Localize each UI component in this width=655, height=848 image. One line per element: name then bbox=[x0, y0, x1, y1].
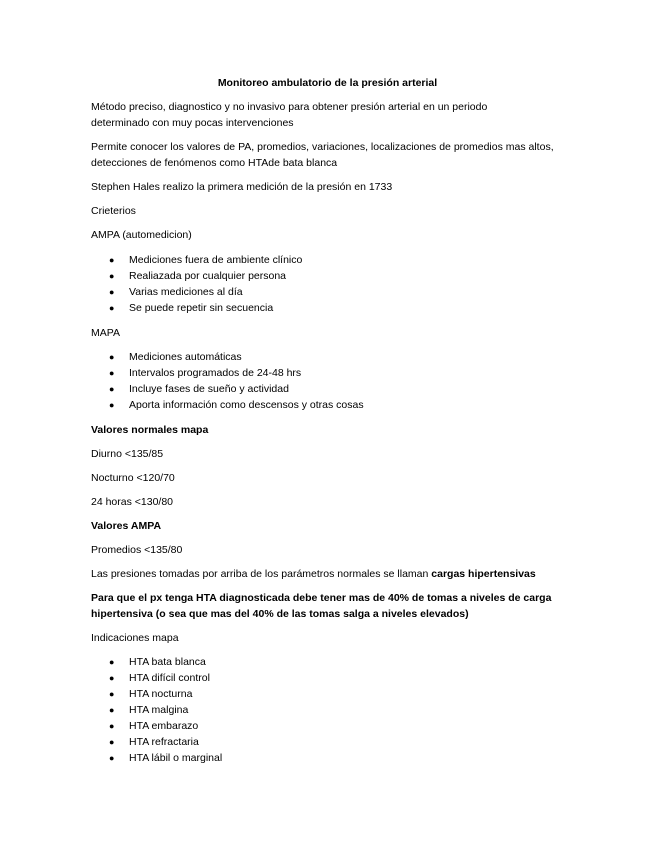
bullet-icon: ● bbox=[109, 287, 115, 297]
bullet-icon: ● bbox=[109, 689, 115, 699]
list-item: Realiazada por cualquier persona bbox=[129, 270, 287, 282]
ampa-heading: AMPA (automedicion) bbox=[91, 229, 192, 241]
list-item: HTA malgina bbox=[129, 704, 189, 716]
valores-mapa-heading: Valores normales mapa bbox=[91, 424, 209, 436]
list-item: HTA nocturna bbox=[129, 688, 193, 700]
bullet-icon: ● bbox=[109, 255, 115, 265]
criterios-label: Crieterios bbox=[91, 205, 136, 217]
list-item: HTA bata blanca bbox=[129, 656, 206, 668]
list-item: Varias mediciones al día bbox=[129, 286, 243, 298]
paragraph-purpose-line-1: Permite conocer los valores de PA, promedios, variaciones, localizaciones de promedios mas altos, bbox=[91, 141, 554, 153]
list-item: HTA embarazo bbox=[129, 720, 199, 732]
bullet-icon: ● bbox=[109, 657, 115, 667]
bullet-icon: ● bbox=[109, 721, 115, 731]
document-title: Monitoreo ambulatorio de la presión arterial bbox=[217, 77, 438, 89]
list-item: Mediciones fuera de ambiente clínico bbox=[129, 254, 303, 266]
indicaciones-heading: Indicaciones mapa bbox=[91, 632, 179, 644]
valor-24-horas: 24 horas <130/80 bbox=[91, 496, 174, 508]
valor-promedios: Promedios <135/80 bbox=[91, 544, 183, 556]
list-item: Mediciones automáticas bbox=[129, 351, 242, 363]
list-item: Intervalos programados de 24-48 hrs bbox=[129, 367, 302, 379]
cargas-bold-term: cargas hipertensivas bbox=[431, 568, 536, 580]
paragraph-definition-line-1: Método preciso, diagnostico y no invasivo para obtener presión arterial en un periodo bbox=[91, 101, 488, 113]
list-item: HTA refractaria bbox=[129, 736, 199, 748]
list-item: HTA lábil o marginal bbox=[129, 752, 223, 764]
paragraph-cargas bbox=[91, 566, 536, 582]
list-item: HTA difícil control bbox=[129, 672, 210, 684]
paragraph-definition-line-2: determinado con muy pocas intervenciones bbox=[91, 117, 294, 129]
bullet-icon: ● bbox=[109, 271, 115, 281]
paragraph-diagnosis-line-1: Para que el px tenga HTA diagnosticada debe tener mas de 40% de tomas a niveles de carga bbox=[91, 592, 552, 604]
valor-nocturno: Nocturno <120/70 bbox=[91, 472, 175, 484]
list-item: Incluye fases de sueño y actividad bbox=[129, 383, 289, 395]
bullet-icon: ● bbox=[109, 753, 115, 763]
bullet-icon: ● bbox=[109, 303, 115, 313]
bullet-icon: ● bbox=[109, 737, 115, 747]
bullet-icon: ● bbox=[109, 673, 115, 683]
paragraph-diagnosis-line-2: hipertensiva (o sea que mas del 40% de las tomas salga a niveles elevados) bbox=[91, 608, 469, 620]
paragraph-purpose-line-2: detecciones de fenómenos como HTAde bata blanca bbox=[91, 157, 338, 169]
valores-ampa-heading: Valores AMPA bbox=[91, 520, 162, 532]
list-item: Se puede repetir sin secuencia bbox=[129, 302, 274, 314]
paragraph-history: Stephen Hales realizo la primera medición de la presión en 1733 bbox=[91, 181, 393, 193]
valor-diurno: Diurno <135/85 bbox=[91, 448, 164, 460]
list-item: Aporta información como descensos y otras cosas bbox=[129, 399, 364, 411]
mapa-heading: MAPA bbox=[91, 327, 120, 339]
bullet-icon: ● bbox=[109, 368, 115, 378]
cargas-text: Las presiones tomadas por arriba de los parámetros normales se llaman bbox=[91, 568, 432, 580]
bullet-icon: ● bbox=[109, 400, 115, 410]
bullet-icon: ● bbox=[109, 384, 115, 394]
bullet-icon: ● bbox=[109, 705, 115, 715]
bullet-icon: ● bbox=[109, 352, 115, 362]
